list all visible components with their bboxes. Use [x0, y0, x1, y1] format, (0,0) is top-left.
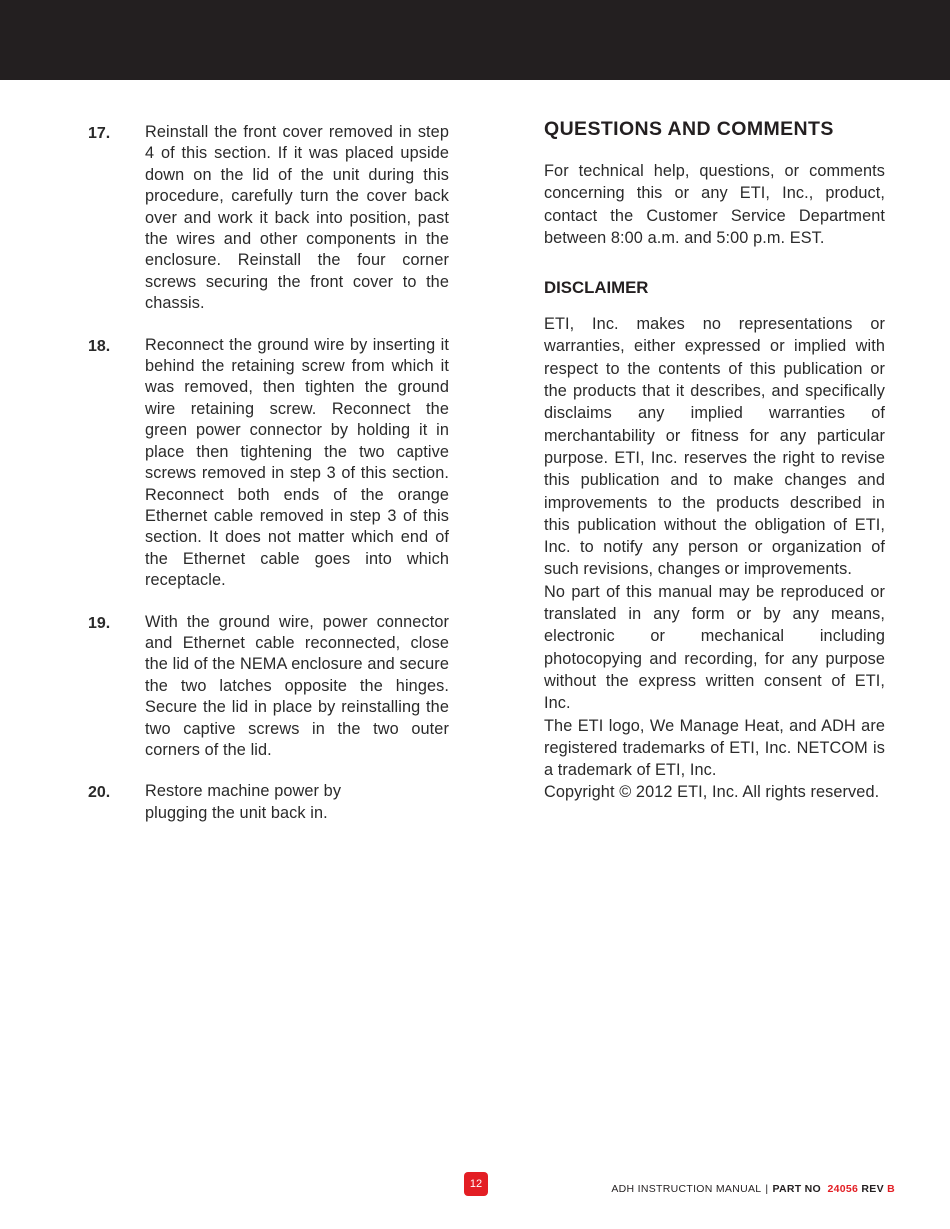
- manual-name: ADH INSTRUCTION MANUAL: [611, 1183, 762, 1195]
- step-17: [88, 122, 449, 315]
- step-text: Restore machine power by plugging the unit back in.: [145, 782, 342, 822]
- page-number-badge: 12: [464, 1172, 488, 1196]
- trademark-paragraph: The ETI logo, We Manage Heat, and ADH are registered trademarks of ETI, Inc. NETCOM is a trademark of ETI, Inc.: [544, 716, 885, 780]
- disclaimer-paragraph: No part of this manual may be reproduced or translated in any form or by any means, electronic or mechanical including photocopying and recording, for any purpose without the express written consent of ETI, Inc.: [544, 582, 885, 713]
- step-20: [88, 781, 449, 824]
- footer-text: [611, 1183, 895, 1195]
- step-number: 19.: [88, 614, 111, 632]
- step-text: Reconnect the ground wire by inserting it behind the retaining screw from which it was removed, then tighten the ground wire retaining screw. Reconnect the green power connector by holding it in place then tightening the two captive screws removed in step 3 of this section. Reconnect both ends of the orange Ethernet cable removed in step 3 of this section. It does not matter which end of the Ethernet cable goes into which receptacle.: [145, 335, 449, 590]
- info-column: [544, 116, 885, 804]
- footer-separator: |: [765, 1183, 769, 1195]
- copyright-paragraph: Copyright © 2012 ETI, Inc. All rights reserved.: [544, 783, 880, 802]
- step-18: [88, 335, 449, 592]
- disclaimer-title: DISCLAIMER: [544, 278, 649, 298]
- header-band: [0, 0, 950, 80]
- part-number: 24056: [827, 1183, 859, 1195]
- part-label: PART NO: [772, 1183, 822, 1195]
- questions-title: QUESTIONS AND COMMENTS: [544, 118, 834, 140]
- step-19: [88, 612, 449, 762]
- steps-column: [88, 122, 449, 844]
- questions-body: For technical help, questions, or comments concerning this or any ETI, Inc., product, contact the Customer Service Department between 8:00 a.m. and 5:00 p.m. EST.: [544, 162, 885, 247]
- step-number: 20.: [88, 784, 111, 802]
- step-number: 18.: [88, 337, 111, 355]
- step-text: With the ground wire, power connector and Ethernet cable reconnected, close the lid of the NEMA enclosure and secure the two latches opposite the hinges. Secure the lid in place by reinstalling the two captive screws in the two outer corners of the lid.: [145, 612, 449, 759]
- step-text: Reinstall the front cover removed in step 4 of this section. If it was placed upside down on the lid of the unit during this procedure, carefully turn the cover back over and work it back into position, past the wires and other components in the enclosure. Reinstall the four corner screws securing the front cover to the chassis.: [145, 123, 449, 313]
- step-number: 17.: [88, 125, 111, 142]
- rev-value: B: [887, 1183, 895, 1195]
- rev-label: REV: [861, 1183, 884, 1195]
- disclaimer-paragraph: ETI, Inc. makes no representations or warranties, either expressed or implied with respect to the contents of this publication or the products that it describes, and specifically disclaims any implied warranties of merchantability or fitness for any particular purpose. ETI, Inc. reserves the right to revise this publication and to make changes and improvements to the products described in this publication without the obligation of ETI, Inc. to notify any person or organization of such revisions, changes or improvements.: [544, 315, 885, 579]
